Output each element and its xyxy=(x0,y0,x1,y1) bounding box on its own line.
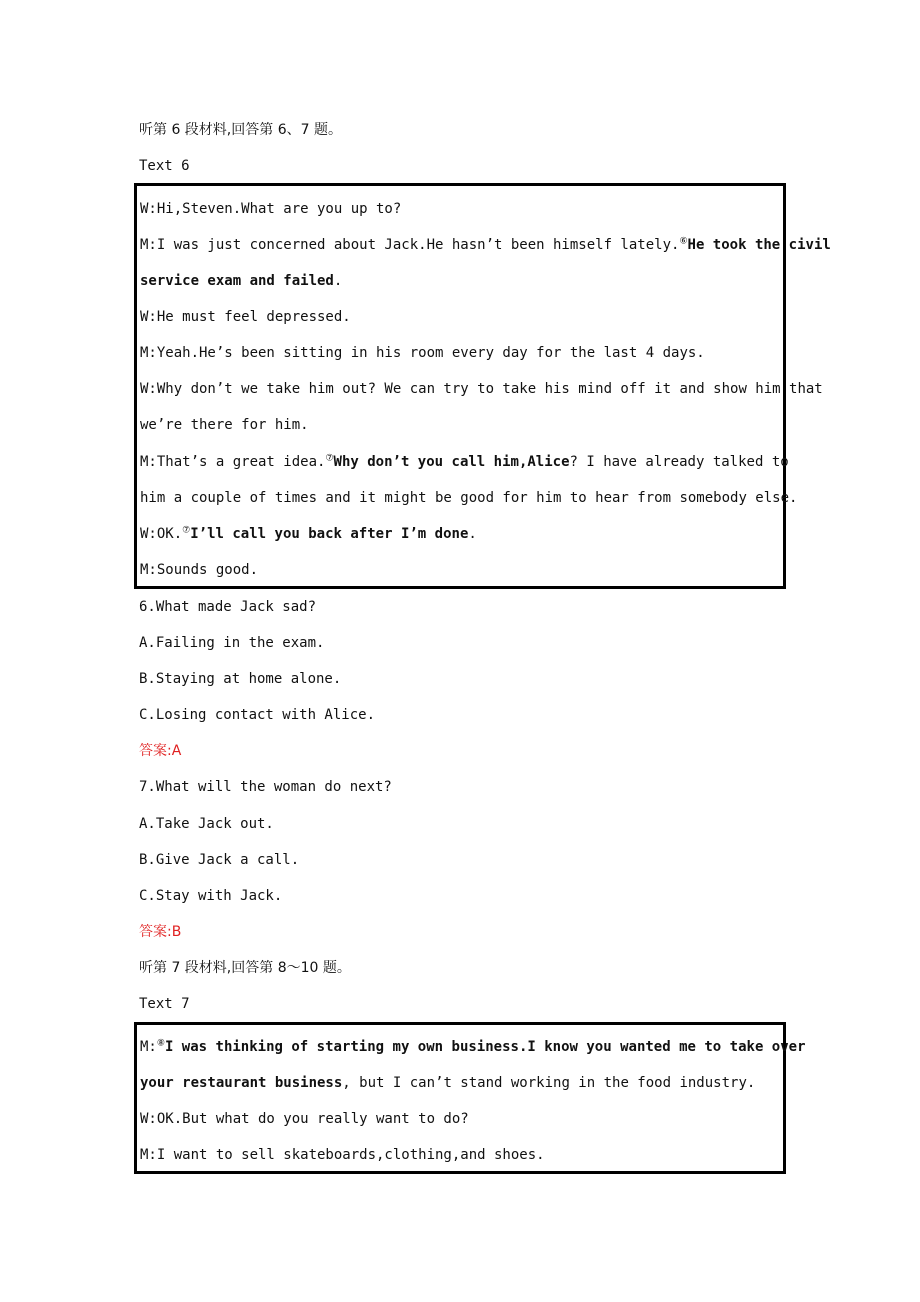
answer-7: 答案:B xyxy=(139,924,182,940)
option-7a: A.Take Jack out. xyxy=(139,816,274,832)
answer-marker: ⑥ xyxy=(679,236,688,247)
text-6-label: Text 6 xyxy=(139,158,190,174)
dialogue-line xyxy=(140,452,789,472)
key-phrase: service exam and failed xyxy=(140,273,334,289)
dialogue-text: M: xyxy=(140,1039,157,1055)
question-7: 7.What will the woman do next? xyxy=(139,779,392,795)
key-phrase: I’ll call you back after I’m done xyxy=(190,526,469,542)
key-phrase: your restaurant business xyxy=(140,1075,343,1091)
question-6: 6.What made Jack sad? xyxy=(139,599,317,615)
key-phrase: Why don’t you call him,Alice xyxy=(333,454,570,470)
dialogue-line: we’re there for him. xyxy=(140,417,309,433)
section-6-heading: 听第 6 段材料,回答第 6、7 题。 xyxy=(139,122,342,138)
option-6c: C.Losing contact with Alice. xyxy=(139,707,376,723)
key-phrase: I was thinking of starting my own business.I know you wanted me to take over xyxy=(164,1039,806,1055)
dialogue-text: M:I was just concerned about Jack.He hasn’t been himself lately. xyxy=(140,237,680,253)
dialogue-line xyxy=(140,271,342,291)
option-6b: B.Staying at home alone. xyxy=(139,671,342,687)
dialogue-line: W:Why don’t we take him out? We can try to take his mind off it and show him that xyxy=(140,381,823,397)
dialogue-text: . xyxy=(468,526,477,542)
dialogue-line: W:OK.But what do you really want to do? xyxy=(140,1111,469,1127)
dialogue-line: him a couple of times and it might be good for him to hear from somebody else. xyxy=(140,490,798,506)
dialogue-line xyxy=(140,235,831,255)
section-7-heading: 听第 7 段材料,回答第 8～10 题。 xyxy=(139,960,351,976)
dialogue-line: W:He must feel depressed. xyxy=(140,309,351,325)
text-7-label: Text 7 xyxy=(139,996,190,1012)
answer-marker: ⑧ xyxy=(156,1038,165,1049)
dialogue-text: , but I can’t stand working in the food industry. xyxy=(342,1075,756,1091)
answer-6: 答案:A xyxy=(139,743,182,759)
dialogue-text: W:OK. xyxy=(140,526,183,542)
dialogue-line xyxy=(140,1037,806,1057)
dialogue-text: ? I have already talked to xyxy=(569,454,789,470)
option-7b: B.Give Jack a call. xyxy=(139,852,300,868)
text-7-transcript-box xyxy=(134,1022,806,1174)
dialogue-text: . xyxy=(333,273,343,289)
dialogue-line: M:I want to sell skateboards,clothing,and shoes. xyxy=(140,1147,545,1163)
text-6-transcript-box xyxy=(134,183,831,589)
answer-marker: ⑦ xyxy=(325,453,334,464)
dialogue-line: W:Hi,Steven.What are you up to? xyxy=(140,201,402,217)
dialogue-text: M:That’s a great idea. xyxy=(140,454,326,470)
key-phrase: He took the civil xyxy=(687,237,831,253)
dialogue-line xyxy=(140,1073,755,1093)
dialogue-line xyxy=(140,524,477,544)
dialogue-line: M:Yeah.He’s been sitting in his room every day for the last 4 days. xyxy=(140,345,705,361)
dialogue-line: M:Sounds good. xyxy=(140,562,259,578)
option-7c: C.Stay with Jack. xyxy=(139,888,283,904)
option-6a: A.Failing in the exam. xyxy=(139,635,325,651)
answer-marker: ⑦ xyxy=(182,525,191,536)
